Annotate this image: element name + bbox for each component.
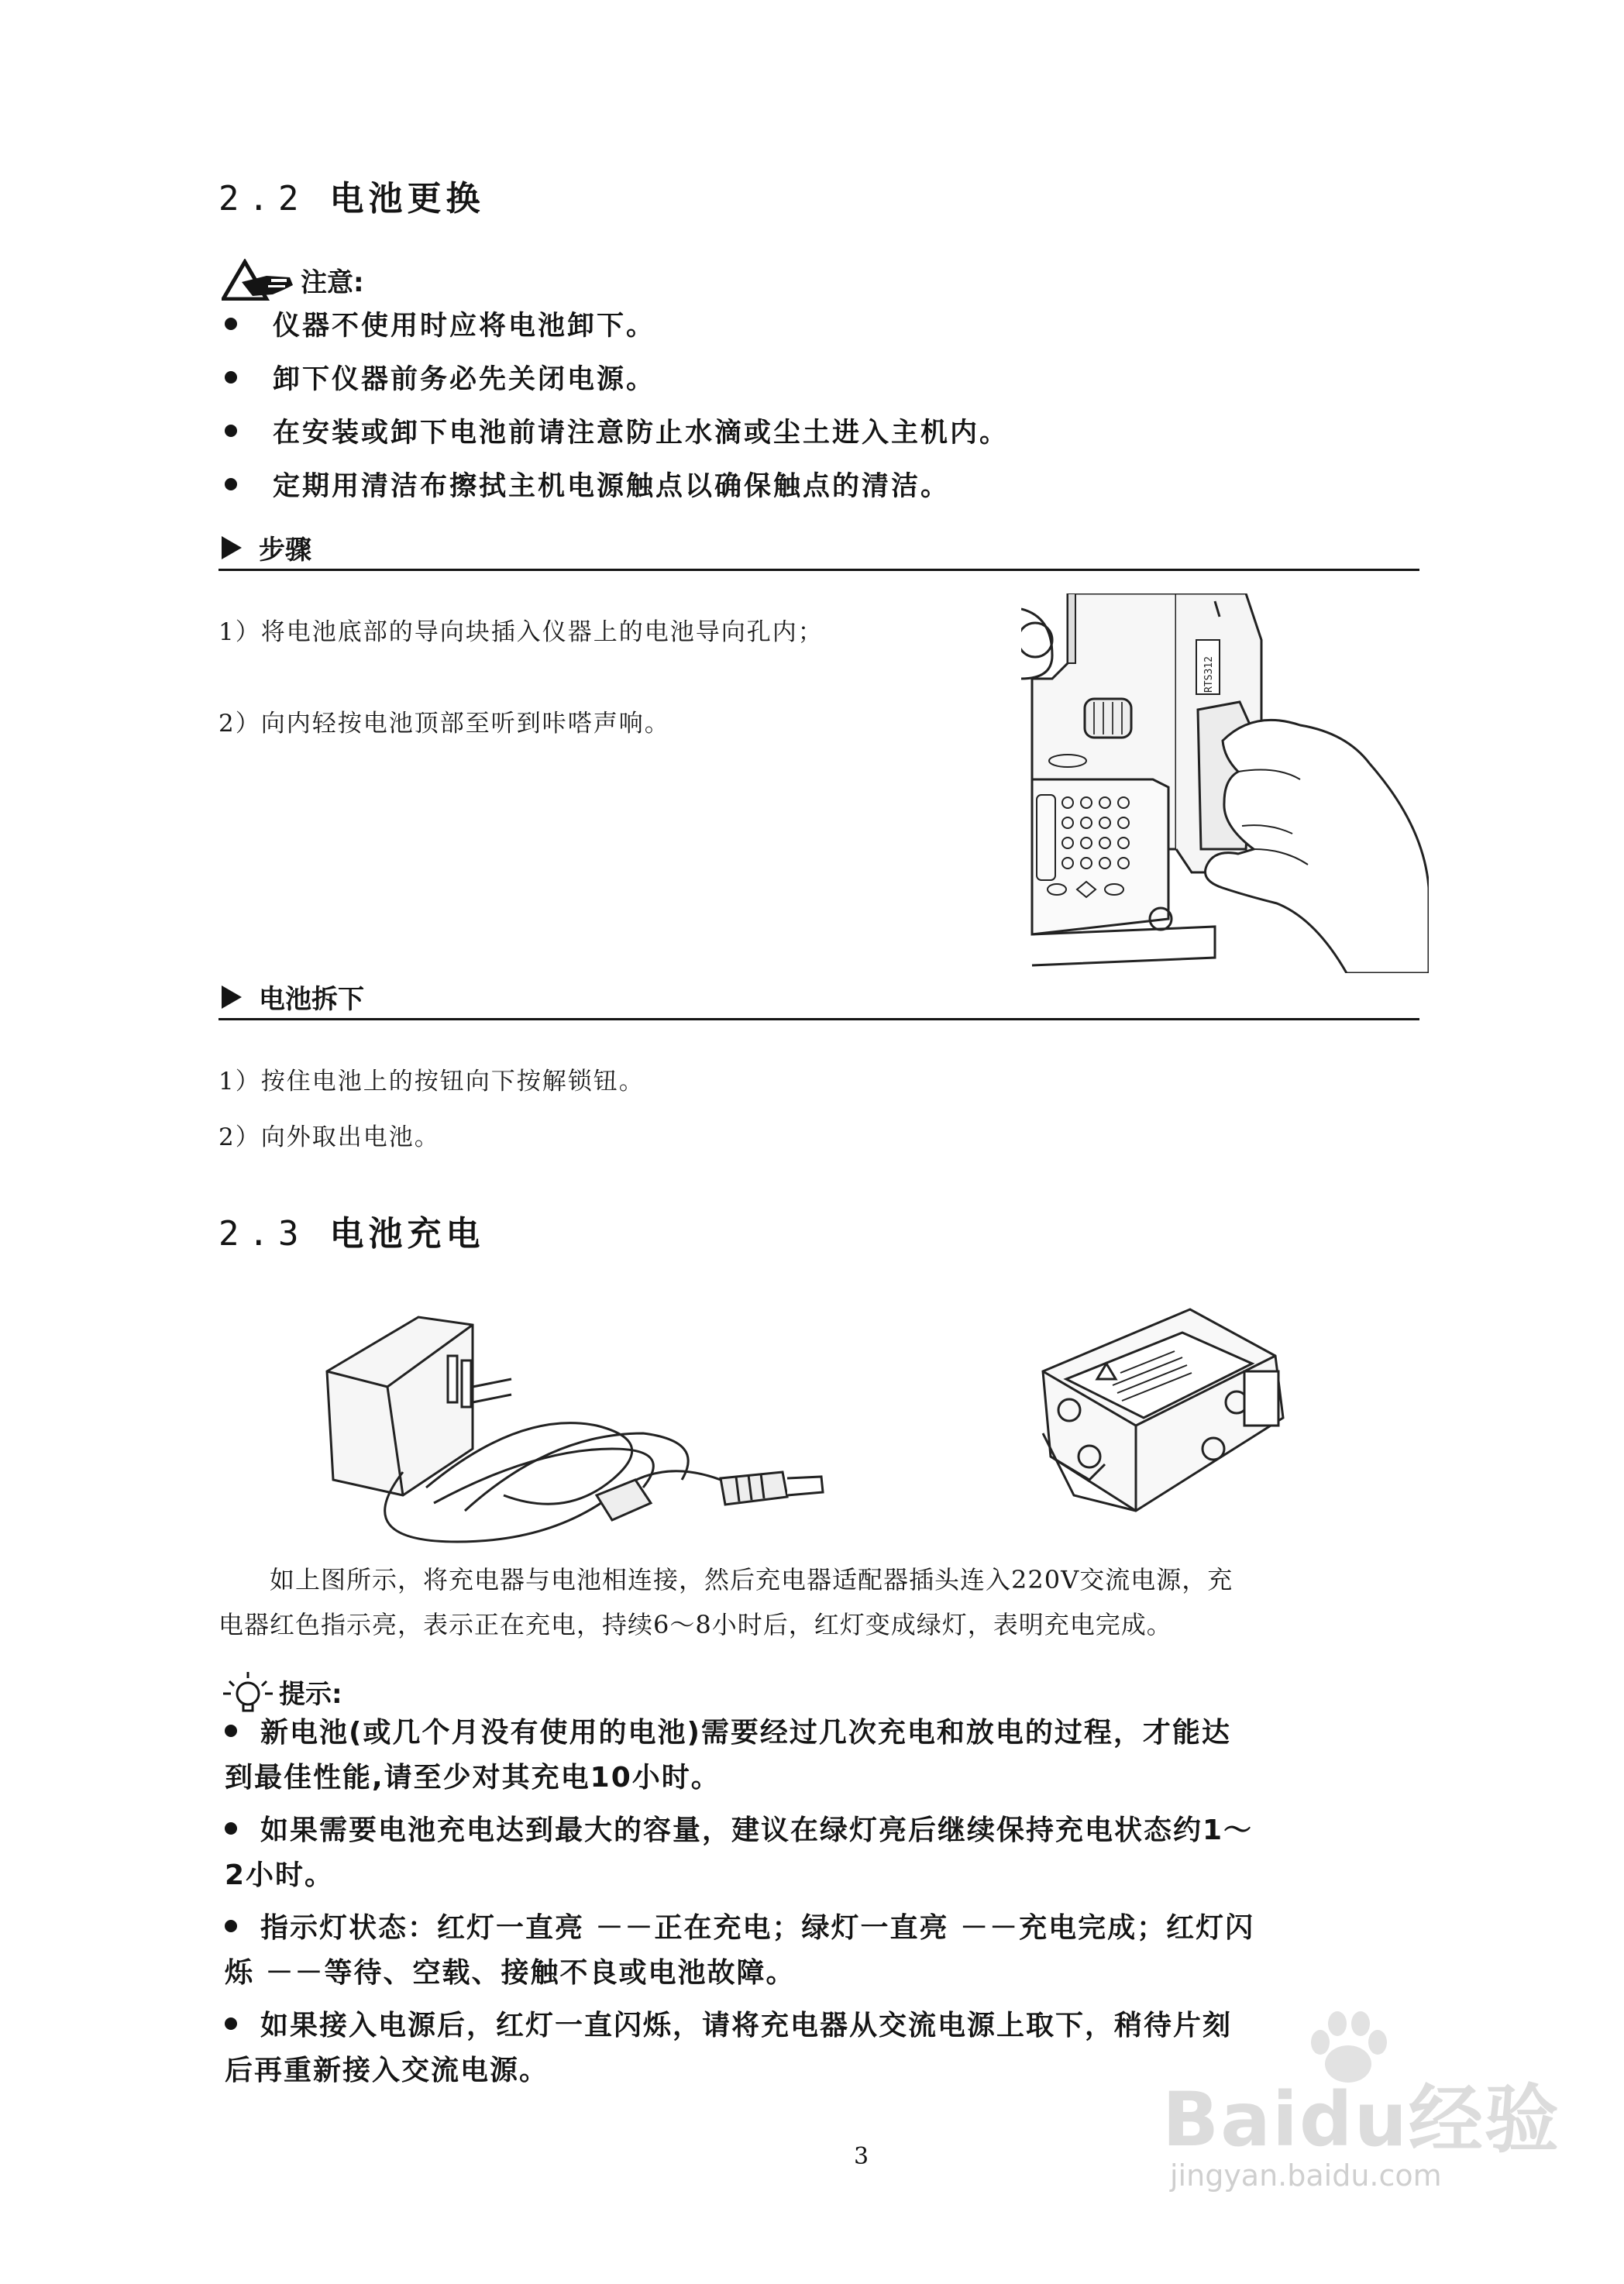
removal-item: 2）向外取出电池。 xyxy=(218,1123,440,1151)
charger-illustration xyxy=(318,1294,852,1550)
step-item: 1）将电池底部的导向块插入仪器上的电池导向孔内； xyxy=(218,618,824,646)
lightbulb-tip-icon xyxy=(220,1670,274,1712)
section-number: 2.3 xyxy=(218,1214,308,1254)
instrument-model-label: RTS312 xyxy=(1203,656,1215,693)
triangle-bullet-icon xyxy=(222,985,242,1009)
section-title: 电池充电 xyxy=(329,1214,485,1254)
section-number: 2.2 xyxy=(218,179,308,218)
note-bullet: 在安装或卸下电池前请注意防止水滴或尘土进入主机内。 xyxy=(225,411,1009,450)
bullet-dot-icon xyxy=(225,318,237,330)
triangle-bullet-icon xyxy=(222,536,242,559)
battery-install-illustration xyxy=(1021,593,1429,973)
warning-hand-icon xyxy=(222,259,296,301)
watermark-brand: Baidu经验 xyxy=(1162,2076,1560,2163)
tip-item: 新电池(或几个月没有使用的电池)需要经过几次充电和放电的过程，才能达 到最佳性能,请至少对其充电10小时。 xyxy=(225,1717,1231,1794)
note-header xyxy=(222,259,364,301)
section-title: 电池更换 xyxy=(329,179,485,218)
tip-item: 指示灯状态：红灯一直亮 －－正在充电；绿灯一直亮 －－充电完成；红灯闪 烁 －－等待、空载、接触不良或电池故障。 xyxy=(225,1912,1255,1989)
bullet-dot-icon xyxy=(225,2017,237,2030)
tips-label: 提示: xyxy=(279,1678,342,1710)
section-heading-2-2 xyxy=(218,170,484,220)
steps-heading: 步骤 xyxy=(222,528,311,566)
note-bullet: 卸下仪器前务必先关闭电源。 xyxy=(225,358,655,397)
note-label: 注意: xyxy=(301,267,364,298)
bullet-dot-icon xyxy=(225,425,237,437)
paragraph-line: 电器红色指示亮，表示正在充电，持续6～8小时后，红灯变成绿灯，表明充电完成。 xyxy=(218,1610,1172,1639)
divider xyxy=(218,569,1419,571)
divider xyxy=(218,1018,1419,1020)
bullet-dot-icon xyxy=(225,1725,237,1737)
removal-item: 1）按住电池上的按钮向下按解锁钮。 xyxy=(218,1068,645,1096)
bullet-dot-icon xyxy=(225,371,237,384)
tip-item: 如果需要电池充电达到最大的容量，建议在绿灯亮后继续保持充电状态约1～ 2小时。 xyxy=(225,1814,1254,1891)
watermark-url: jingyan.baidu.com xyxy=(1170,2158,1442,2193)
battery-illustration xyxy=(1020,1302,1299,1526)
page-number: 3 xyxy=(854,2143,869,2170)
bullet-dot-icon xyxy=(225,1822,237,1835)
step-item: 2）向内轻按电池顶部至听到咔嗒声响。 xyxy=(218,710,670,738)
paragraph-line: 如上图所示，将充电器与电池相连接，然后充电器适配器插头连入220V交流电源，充 xyxy=(270,1565,1233,1594)
bullet-dot-icon xyxy=(225,478,237,490)
section-heading-2-3 xyxy=(218,1206,484,1255)
bullet-dot-icon xyxy=(225,1920,237,1932)
tip-item: 如果接入电源后，红灯一直闪烁，请将充电器从交流电源上取下，稍待片刻 后再重新接入交流电源。 xyxy=(225,2010,1233,2086)
note-bullet: 仪器不使用时应将电池卸下。 xyxy=(225,304,655,343)
tips-header xyxy=(220,1670,342,1712)
charging-paragraph xyxy=(218,1557,1427,1647)
note-bullet: 定期用清洁布擦拭主机电源触点以确保触点的清洁。 xyxy=(225,465,950,504)
removal-heading: 电池拆下 xyxy=(222,978,364,1016)
